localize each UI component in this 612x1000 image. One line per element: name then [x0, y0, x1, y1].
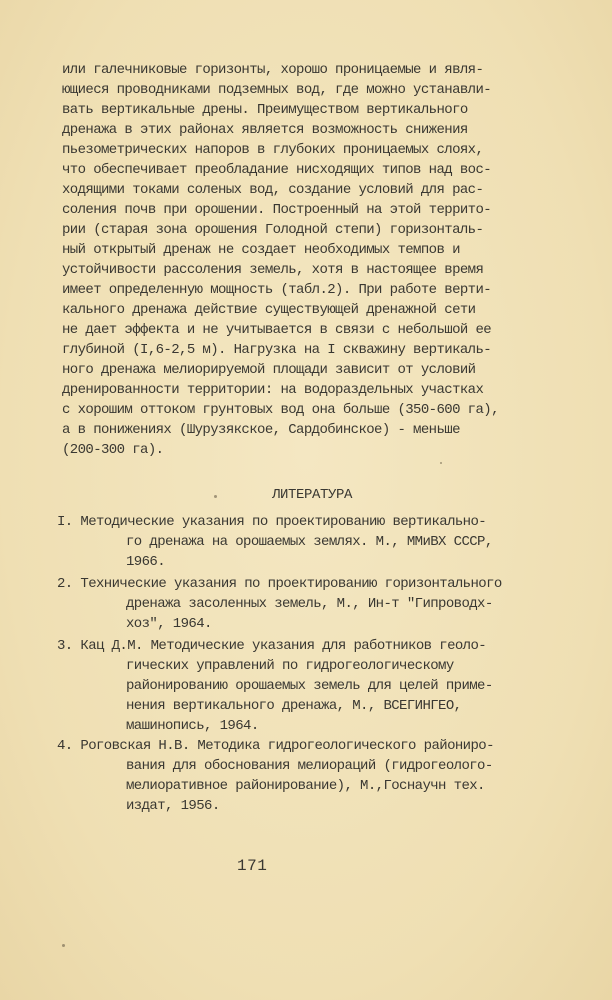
paragraph-line: кального дренажа действие существующей дренажной сети [62, 302, 476, 318]
paper-speck [440, 462, 442, 464]
paragraph-line: ный открытый дренаж не создает необходимых темпов и [62, 242, 460, 258]
paragraph-line: пьезометрических напоров в глубоких проницаемых слоях, [62, 142, 484, 158]
paragraph-line: не дает эффекта и не учитывается в связи с небольшой ее [62, 322, 492, 338]
references-heading: ЛИТЕРАТУРА [272, 487, 353, 503]
reference-4-line: 4. Роговская Н.В. Методика гидрогеологического райониро- [57, 738, 494, 754]
reference-3-line: районированию орошаемых земель для целей приме- [126, 678, 493, 694]
paragraph-line: с хорошим оттоком грунтовых вод она больше (350-600 га), [62, 402, 499, 418]
reference-2-line: хоз", 1964. [126, 616, 212, 632]
paragraph-line: ного дренажа мелиорируемой площади зависит от условий [62, 362, 476, 378]
paragraph-line: ходящими токами соленых вод, создание условий для рас- [62, 182, 484, 198]
paper-speck [214, 495, 217, 498]
paragraph-line: или галечниковые горизонты, хорошо проницаемые и явля- [62, 62, 484, 78]
page-number: 171 [237, 857, 268, 875]
reference-4-line: издат, 1956. [126, 798, 220, 814]
reference-1-line: I. Методические указания по проектированию вертикально- [57, 514, 487, 530]
paragraph-line: дренажа в этих районах является возможность снижения [62, 122, 468, 138]
paragraph-line: глубиной (I,6-2,5 м). Нагрузка на I скважину вертикаль- [62, 342, 492, 358]
paragraph-line: а в понижениях (Шурузякское, Сардобинское) - меньше [62, 422, 460, 438]
paragraph-line: имеет определенную мощность (табл.2). При работе верти- [62, 282, 492, 298]
reference-1-line: 1966. [126, 554, 166, 570]
paper-speck [62, 944, 65, 947]
reference-3-line: 3. Кац Д.М. Методические указания для работников геоло- [57, 638, 487, 654]
reference-4-line: вания для обоснования мелиораций (гидрогеолого- [126, 758, 493, 774]
reference-2-line: 2. Технические указания по проектированию горизонтального [57, 576, 502, 592]
paragraph-line: рии (старая зона орошения Голодной степи) горизонталь- [62, 222, 484, 238]
reference-2-line: дренажа засоленных земель, М., Ин-т "Гипроводх- [126, 596, 493, 612]
reference-3-line: гических управлений по гидрогеологическому [126, 658, 454, 674]
paragraph-line: дренированности территории: на водораздельных участках [62, 382, 484, 398]
reference-3-line: машинопись, 1964. [126, 718, 259, 734]
paragraph-line: что обеспечивает преобладание нисходящих типов над вос- [62, 162, 492, 178]
paragraph-line: соления почв при орошении. Построенный на этой террито- [62, 202, 492, 218]
reference-4-line: мелиоративное районирование), М.,Госнаучн тех. [126, 778, 485, 794]
paragraph-line: вать вертикальные дрены. Преимуществом вертикального [62, 102, 468, 118]
reference-1-line: го дренажа на орошаемых землях. М., ММиВХ СССР, [126, 534, 493, 550]
reference-3-line: нения вертикального дренажа, М., ВСЕГИНГЕО, [126, 698, 462, 714]
paragraph-line: (200-300 га). [62, 442, 164, 458]
paragraph-line: ющиеся проводниками подземных вод, где можно устанавли- [62, 82, 492, 98]
paragraph-line: устойчивости рассоления земель, хотя в настоящее время [62, 262, 484, 278]
